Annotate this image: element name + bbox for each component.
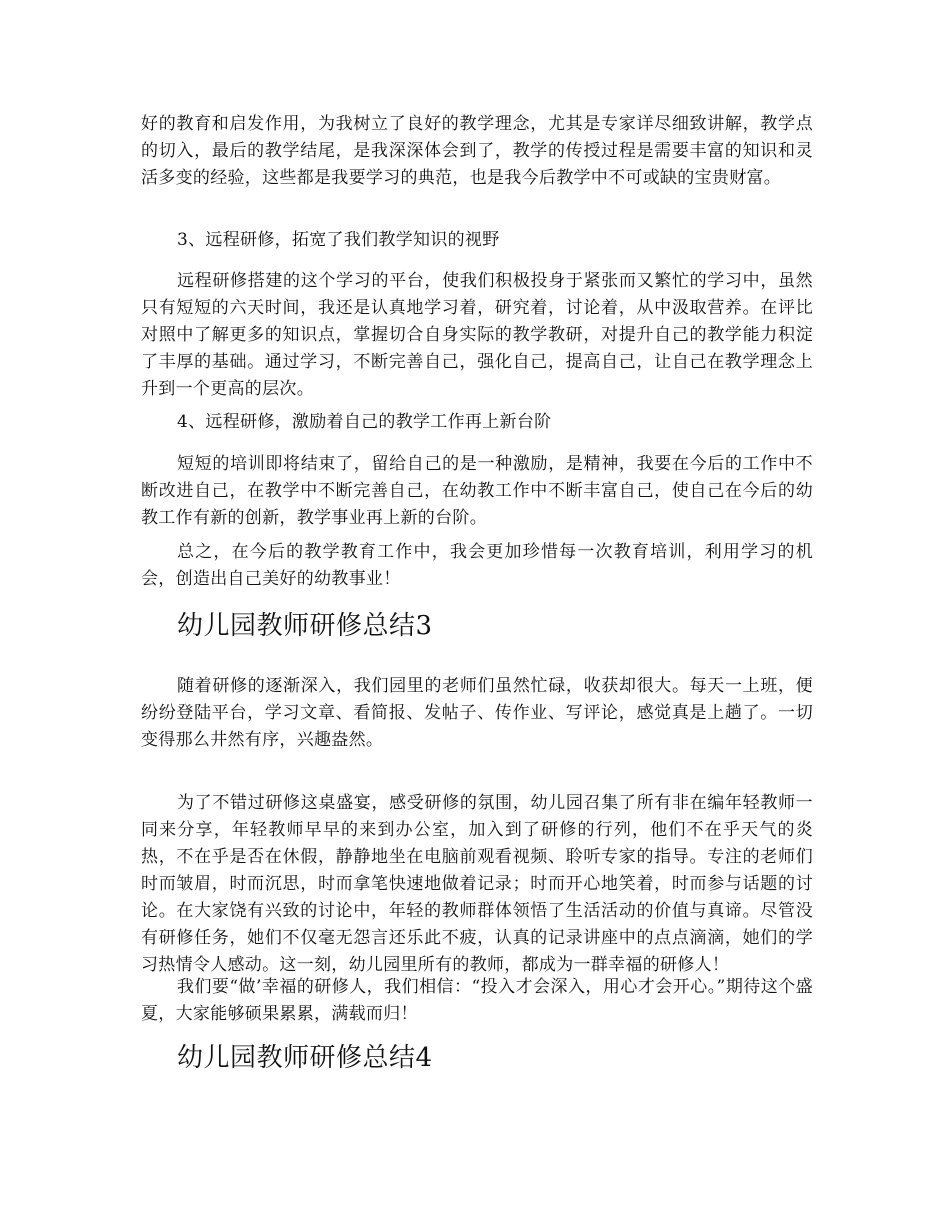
paragraph-section3-intro: 随着研修的逐渐深入，我们园里的老师们虽然忙碌，收获却很大。每天一上班，便纷纷登陆平台，学习文章、看简报、发帖子、传作业、写评论，感觉真是上趟了。一切变得那么井然有序，兴趣盎然。 bbox=[141, 676, 813, 750]
paragraph-section3-closing: 我们要“做’幸福的研修人，我们相信：“投入才会深入，用心才会开心。”期待这个盛夏，大家能够硕果累累，满载而归！ bbox=[141, 977, 813, 1024]
paragraph-continuation: 好的教育和启发作用，为我树立了良好的教学理念，尤其是专家详尽细致讲解，教学点的切入，最后的教学结尾，是我深深体会到了，教学的传授过程是需要丰富的知识和灵活多变的经验，这些都是我要学习的典范，也是我今后教学中不可或缺的宝贵财富。 bbox=[141, 114, 813, 188]
paragraph-section3-young-teachers: 为了不错过研修这桌盛宴，感受研修的氛围，幼儿园召集了所有非在编年轻教师一同来分享，年轻教师早早的来到办公室，加入到了研修的行列，他们不在乎天气的炎热，不在乎是否在休假，静静地坐在电脑前观看视频、聆听专家的指导。专注的老师们时而皱眉，时而沉思，时而拿笔快速地做着记录；时而开心地笑着，时而参与话题的讨论。在大家饶有兴致的讨论中，年轻的教师群体领悟了生活活动的价值与真谛。尽管没有研修任务，她们不仅毫无怨言还乐此不疲，认真的记录讲座中的点点滴滴，她们的学习热情令人感动。这一刻，幼儿园里所有的教师，都成为一群幸福的研修人！ bbox=[141, 793, 813, 975]
heading-summary-4: 幼儿园教师研修总结4 bbox=[177, 1043, 433, 1073]
section-point-4: 4、远程研修，激励着自己的教学工作再上新台阶 bbox=[177, 412, 552, 432]
paragraph-conclusion: 总之，在今后的教学教育工作中，我会更加珍惜每一次教育培训，利用学习的机会，创造出自己美好的幼教事业！ bbox=[141, 542, 813, 589]
paragraph-remote-platform: 远程研修搭建的这个学习的平台，使我们积极投身于紧张而又繁忙的学习中，虽然只有短短的六天时间，我还是认真地学习着，研究着，讨论着，从中汲取营养。在评比对照中了解更多的知识点，掌握切合自身实际的教学教研，对提升自己的教学能力积淀了丰厚的基础。通过学习，不断完善自己，强化自己，提高自己，让自己在教学理念上升到一个更高的层次。 bbox=[141, 271, 813, 399]
paragraph-training-end: 短短的培训即将结束了，留给自己的是一种激励，是精神，我要在今后的工作中不断改进自己，在教学中不断完善自己，在幼教工作中不断丰富自己，使自己在今后的幼教工作有新的创新，教学事业再上新的台阶。 bbox=[141, 454, 813, 528]
section-point-3: 3、远程研修，拓宽了我们教学知识的视野 bbox=[177, 230, 500, 250]
heading-summary-3: 幼儿园教师研修总结3 bbox=[177, 611, 433, 641]
